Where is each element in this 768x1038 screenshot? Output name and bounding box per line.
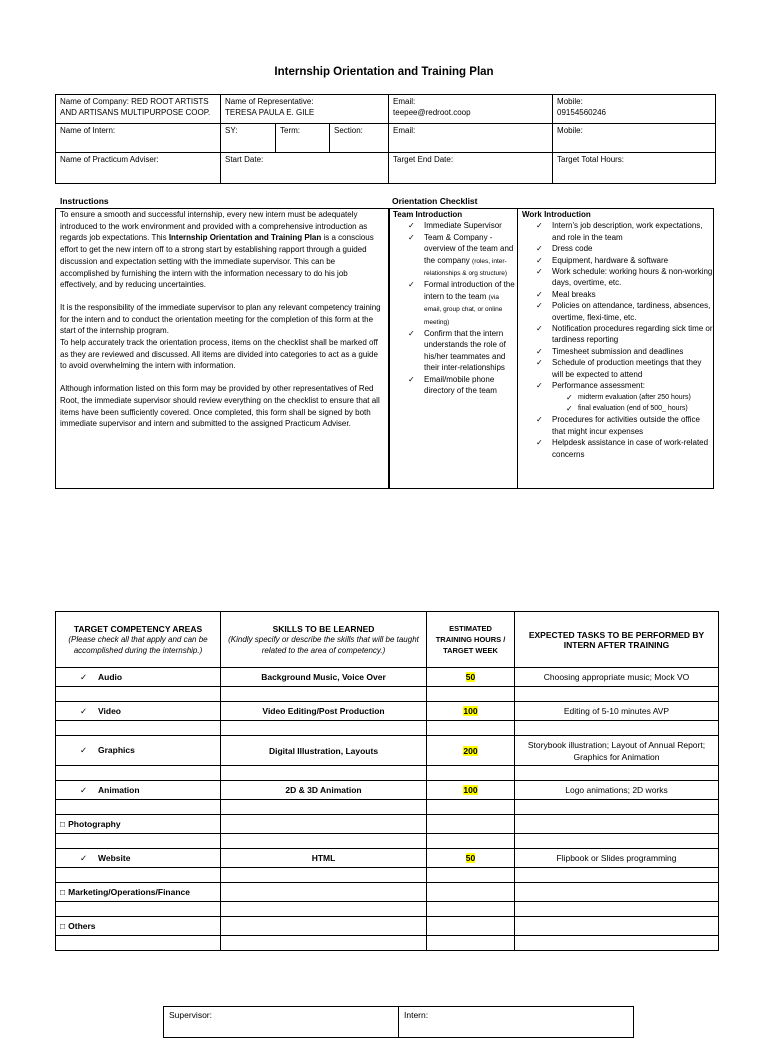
checklist-item: ✓ Intern's job description, work expectations, and role in the team xyxy=(518,220,713,243)
header-competency-title: TARGET COMPETENCY AREAS xyxy=(73,623,203,634)
header-skills-title: SKILLS TO BE LEARNED xyxy=(272,623,375,634)
competency-row xyxy=(56,917,719,936)
team-introduction-heading: Team Introduction xyxy=(393,210,463,219)
training-hours-value: 50 xyxy=(465,853,476,863)
mobile-value: 09154560246 xyxy=(557,107,606,117)
representative-cell xyxy=(221,95,389,124)
competency-spacer-row xyxy=(56,936,719,951)
check-mark-icon[interactable]: ✓ xyxy=(80,705,88,716)
intern-signature-cell: Intern: xyxy=(399,1007,634,1038)
header-competency-areas xyxy=(56,612,221,668)
skills-cell: Background Music, Voice Over xyxy=(221,668,427,687)
empty-cell[interactable] xyxy=(427,687,515,702)
expected-tasks-cell: Logo animations; 2D works xyxy=(515,781,719,800)
empty-cell[interactable] xyxy=(515,868,719,883)
empty-cell[interactable] xyxy=(515,902,719,917)
empty-cell[interactable] xyxy=(515,936,719,951)
start-date-cell: Start Date: xyxy=(221,153,389,184)
empty-cell[interactable] xyxy=(427,721,515,736)
expected-tasks-cell: Flipbook or Slides programming xyxy=(515,849,719,868)
competency-row xyxy=(56,668,719,687)
competency-row xyxy=(56,781,719,800)
work-introduction-box xyxy=(517,208,714,489)
checklist-subitem: ✓ final evaluation (end of 500_ hours) xyxy=(518,403,713,414)
check-mark-icon[interactable]: ✓ xyxy=(80,784,88,795)
competency-row xyxy=(56,849,719,868)
header-skills xyxy=(221,612,427,668)
competency-area-label: Graphics xyxy=(98,745,135,755)
empty-cell[interactable] xyxy=(221,687,427,702)
checklist-item: ✓ Procedures for activities outside the office that might incur expenses xyxy=(518,414,713,437)
empty-cell[interactable] xyxy=(56,902,221,917)
competency-spacer-row xyxy=(56,687,719,702)
empty-cell[interactable] xyxy=(427,800,515,815)
competency-area-cell xyxy=(56,815,221,834)
empty-cell[interactable] xyxy=(221,721,427,736)
representative-value: TERESA PAULA E. GILE xyxy=(225,107,315,117)
empty-cell[interactable] xyxy=(515,834,719,849)
empty-cell[interactable] xyxy=(56,868,221,883)
competency-row xyxy=(56,702,719,721)
mobile-cell xyxy=(553,95,716,124)
checklist-item xyxy=(390,232,517,280)
checkbox-icon[interactable]: □ xyxy=(60,887,66,897)
empty-cell[interactable] xyxy=(221,834,427,849)
header-expected-tasks: EXPECTED TASKS TO BE PERFORMED BY INTERN AFTER TRAINING xyxy=(515,612,719,668)
competency-area-cell xyxy=(56,883,221,902)
training-hours-cell xyxy=(427,849,515,868)
checklist-item-note: (via email, group chat, or online meeting) xyxy=(424,293,503,326)
competency-table-body xyxy=(56,668,719,951)
checklist-item: ✓ Notification procedures regarding sick time or tardiness reporting xyxy=(518,323,713,346)
empty-cell[interactable] xyxy=(56,687,221,702)
empty-cell[interactable] xyxy=(56,936,221,951)
email-cell xyxy=(389,95,553,124)
mobile-label: Mobile: xyxy=(557,97,583,106)
section-cell: Section: xyxy=(330,124,389,153)
competency-spacer-row xyxy=(56,902,719,917)
expected-tasks-cell: Choosing appropriate music; Mock VO xyxy=(515,668,719,687)
competency-area-label: Animation xyxy=(98,784,140,795)
checklist-item xyxy=(390,328,517,374)
empty-cell[interactable] xyxy=(56,800,221,815)
training-hours-cell xyxy=(427,815,515,834)
signature-table xyxy=(163,1006,634,1038)
empty-cell[interactable] xyxy=(221,902,427,917)
instructions-box xyxy=(55,208,389,489)
check-mark-icon[interactable]: ✓ xyxy=(80,745,88,755)
empty-cell[interactable] xyxy=(515,687,719,702)
checklist-item-label: Immediate Supervisor xyxy=(424,221,502,231)
training-hours-cell xyxy=(427,702,515,721)
training-hours-value: 50 xyxy=(465,672,476,682)
checklist-item: ✓ Work schedule: working hours & non-working days, overtime, etc. xyxy=(518,266,713,289)
competency-spacer-row xyxy=(56,834,719,849)
checklist-item: ✓ Meal breaks xyxy=(518,289,713,300)
skills-cell: Digital Illustration, Layouts xyxy=(221,736,427,766)
empty-cell[interactable] xyxy=(221,800,427,815)
total-hours-cell: Target Total Hours: xyxy=(553,153,716,184)
representative-label: Name of Representative: xyxy=(225,97,314,106)
empty-cell[interactable] xyxy=(427,766,515,781)
competency-area-label: Audio xyxy=(98,671,123,682)
orientation-checklist-heading: Orientation Checklist xyxy=(392,196,478,206)
competency-row xyxy=(56,883,719,902)
team-introduction-list xyxy=(390,220,517,396)
training-hours-cell xyxy=(427,668,515,687)
competency-area-label: Marketing/Operations/Finance xyxy=(68,887,191,897)
competency-area-label: Others xyxy=(68,921,96,931)
competency-area-cell xyxy=(56,849,221,868)
instructions-p1-text-a: To ensure a smooth and successful internship, every new intern must be adequately introduced to the work environment and provided with a comprehensive introduction as regards job expectations. This xyxy=(60,210,368,243)
competency-area-cell xyxy=(56,781,221,800)
checklist-item xyxy=(390,374,517,397)
supervisor-signature-cell: Supervisor: xyxy=(164,1007,399,1038)
competency-spacer-row xyxy=(56,721,719,736)
empty-cell[interactable] xyxy=(221,868,427,883)
company-cell: Name of Company: RED ROOT ARTISTS AND ARTISANS MULTIPURPOSE COOP. xyxy=(56,95,221,124)
expected-tasks-cell: Editing of 5-10 minutes AVP xyxy=(515,702,719,721)
training-hours-cell xyxy=(427,917,515,936)
email-label: Email: xyxy=(393,97,416,106)
instructions-p1-bold: Internship Orientation and Training Plan xyxy=(168,233,322,243)
competency-area-cell xyxy=(56,702,221,721)
header-competency-note: (Please check all that apply and can be accomplished during the internship.) xyxy=(68,634,208,655)
empty-cell[interactable] xyxy=(427,936,515,951)
competency-area-cell xyxy=(56,917,221,936)
info-table xyxy=(55,94,716,184)
training-hours-value: 100 xyxy=(463,706,478,716)
skills-cell xyxy=(221,883,427,902)
training-hours-value: 200 xyxy=(463,745,478,756)
checklist-item: ✓ Policies on attendance, tardiness, absences, overtime, flexi-time, etc. xyxy=(518,300,713,323)
intern-mobile-cell: Mobile: xyxy=(553,124,716,153)
checklist-item: ✓ Dress code xyxy=(518,243,713,254)
competency-area-label: Photography xyxy=(68,819,121,829)
intern-name-cell: Name of Intern: xyxy=(56,124,221,153)
expected-tasks-cell xyxy=(515,917,719,936)
team-introduction-box xyxy=(389,208,518,489)
checkbox-icon[interactable]: □ xyxy=(60,819,66,829)
checkbox-icon[interactable]: □ xyxy=(60,921,66,931)
header-skills-note: (Kindly specify or describe the skills that will be taught related to the area of competency.) xyxy=(228,634,419,655)
work-introduction-list xyxy=(518,220,713,460)
checklist-item: ✓ Equipment, hardware & software xyxy=(518,255,713,266)
empty-cell[interactable] xyxy=(221,766,427,781)
document-title: Internship Orientation and Training Plan xyxy=(274,66,494,78)
header-training-hours: ESTIMATED TRAINING HOURS / TARGET WEEK xyxy=(427,612,515,668)
expected-tasks-cell: Storybook illustration; Layout of Annual Report; Graphics for Animation xyxy=(515,736,719,766)
empty-cell[interactable] xyxy=(515,800,719,815)
checklist-item: ✓ Helpdesk assistance in case of work-related concerns xyxy=(518,437,713,460)
training-hours-cell xyxy=(427,781,515,800)
competency-table xyxy=(55,611,719,951)
checklist-subitem: ✓ midterm evaluation (after 250 hours) xyxy=(518,392,713,403)
instructions-paragraph-3: To help accurately track the orientation process, items on the checklist shall be marked off as they are reviewed and discussed. All items are divided into categories to act as a guide to avoid overwhelming the intern with information. xyxy=(60,338,378,371)
competency-spacer-row xyxy=(56,800,719,815)
check-mark-icon[interactable]: ✓ xyxy=(80,671,88,682)
competency-row xyxy=(56,736,719,766)
empty-cell[interactable] xyxy=(56,834,221,849)
checklist-item-label: Email/mobile phone directory of the team xyxy=(424,374,497,396)
instructions-paragraph-2: It is the responsibility of the immediate supervisor to plan any relevant competency training for the intern and to conduct the orientation meeting for the completion of this form at the start of the internship program. xyxy=(60,302,381,336)
instructions-paragraph-1 xyxy=(60,209,384,291)
skills-cell: HTML xyxy=(221,849,427,868)
checklist-item: ✓ Performance assessment: xyxy=(518,380,713,391)
instructions-paragraph-4: Although information listed on this form may be provided by other representatives of Red Root, the immediate supervisor should review everything on the checklist to ensure that all items have been sufficiently covered. Once completed, this form shall be signed by both immediate supervisor and intern and submitted to the assigned Practicum Adviser. xyxy=(60,384,380,429)
competency-row xyxy=(56,815,719,834)
expected-tasks-cell xyxy=(515,815,719,834)
email-value: teepee@redroot.coop xyxy=(393,107,471,117)
competency-spacer-row xyxy=(56,868,719,883)
competency-area-label: Video xyxy=(98,705,121,716)
checklist-item: ✓ Schedule of production meetings that they will be expected to attend xyxy=(518,357,713,380)
empty-cell[interactable] xyxy=(515,721,719,736)
end-date-cell: Target End Date: xyxy=(389,153,553,184)
instructions-p1-text-b: is a conscious effort to get the new intern off to a strong start by establishing rapport through a guided discussion and expectation setting with the immediate supervisor. This can be accomplished by furnishing the intern with the information necessary to do his job effectively, and by reducing uncertainties. xyxy=(60,233,374,290)
checklist-item xyxy=(390,279,517,328)
training-hours-cell xyxy=(427,736,515,766)
sy-cell: SY: xyxy=(221,124,276,153)
check-mark-icon[interactable]: ✓ xyxy=(80,852,88,863)
checklist-item xyxy=(390,220,517,231)
expected-tasks-cell xyxy=(515,883,719,902)
skills-cell xyxy=(221,917,427,936)
training-hours-value: 100 xyxy=(463,785,478,795)
empty-cell[interactable] xyxy=(56,766,221,781)
work-introduction-heading: Work Introduction xyxy=(522,210,591,219)
checklist-item-label: Team & Company - overview of the team and the company xyxy=(424,232,514,265)
checklist-item: ✓ Timesheet submission and deadlines xyxy=(518,346,713,357)
competency-spacer-row xyxy=(56,766,719,781)
empty-cell[interactable] xyxy=(515,766,719,781)
competency-area-label: Website xyxy=(98,852,131,863)
instructions-heading: Instructions xyxy=(60,196,109,206)
term-cell: Term: xyxy=(276,124,330,153)
empty-cell[interactable] xyxy=(56,721,221,736)
competency-area-cell xyxy=(56,736,221,766)
checklist-item-label: Confirm that the intern understands the role of his/her teammates and their inter-relationships xyxy=(424,329,506,373)
skills-cell xyxy=(221,815,427,834)
checklist-item-note: (roles, inter-relationships & org structure) xyxy=(424,257,508,278)
empty-cell[interactable] xyxy=(427,834,515,849)
intern-email-cell: Email: xyxy=(389,124,553,153)
checklist-item-label: Formal introduction of the intern to the team xyxy=(424,280,515,301)
empty-cell[interactable] xyxy=(427,868,515,883)
adviser-cell: Name of Practicum Adviser: xyxy=(56,153,221,184)
competency-area-cell xyxy=(56,668,221,687)
training-hours-cell xyxy=(427,883,515,902)
empty-cell[interactable] xyxy=(221,936,427,951)
skills-cell: 2D & 3D Animation xyxy=(221,781,427,800)
empty-cell[interactable] xyxy=(427,902,515,917)
skills-cell: Video Editing/Post Production xyxy=(221,702,427,721)
